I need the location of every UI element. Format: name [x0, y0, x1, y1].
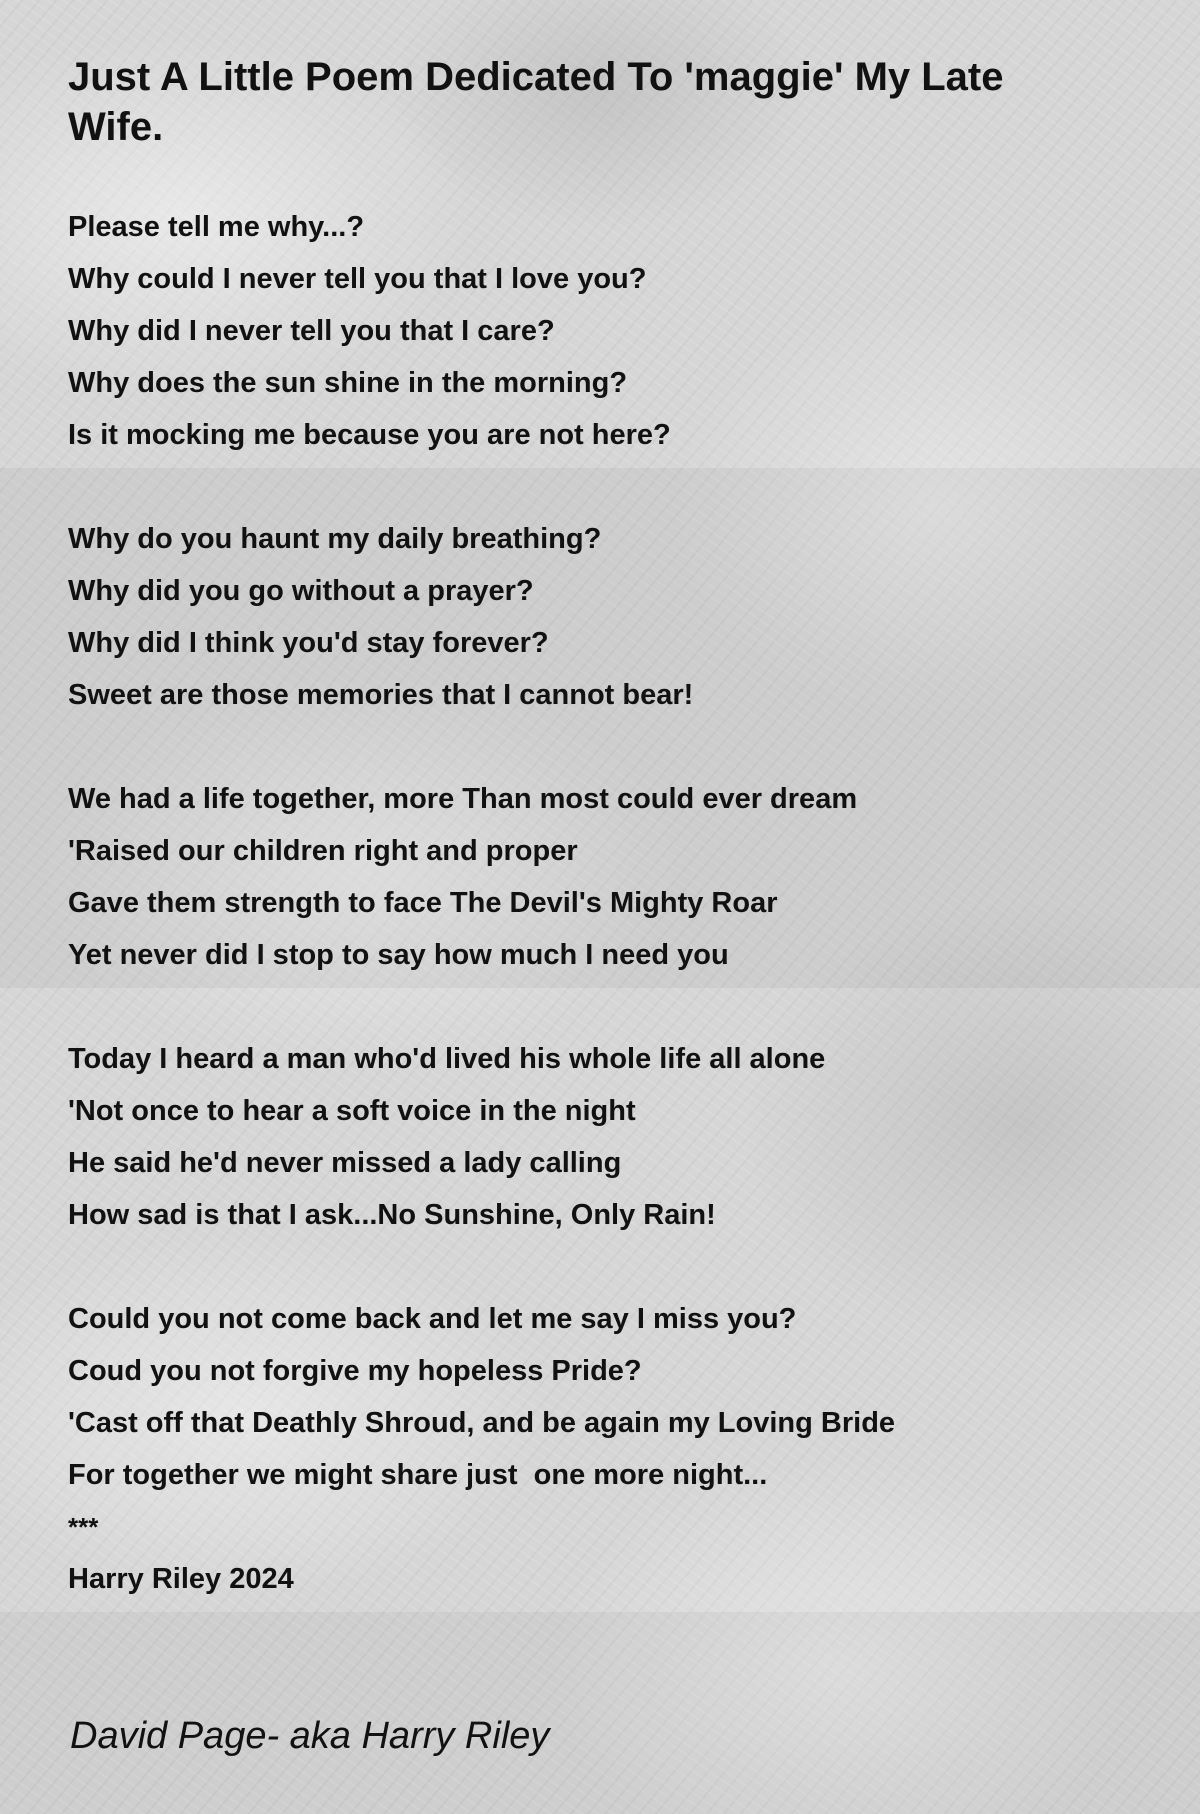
poem-line: 'Not once to hear a soft voice in the night — [68, 1095, 636, 1127]
stanza-3 — [68, 773, 1128, 981]
poem-line: Why did I never tell you that I care? — [68, 315, 555, 347]
poem-line: Why did you go without a prayer? — [68, 575, 534, 607]
poem-signature: Harry Riley 2024 — [68, 1563, 294, 1595]
poem-line: 'Raised our children right and proper — [68, 835, 578, 867]
stanza-4 — [68, 1033, 1128, 1241]
poem-body — [68, 201, 1128, 1605]
poem-line: Why do you haunt my daily breathing? — [68, 523, 602, 555]
poem-title: Just A Little Poem Dedicated To 'maggie' My Late Wife. — [68, 55, 1004, 149]
poem-line: We had a life together, more Than most could ever dream — [68, 783, 858, 815]
poem-line: Coud you not forgive my hopeless Pride? — [68, 1355, 642, 1387]
poem-line: Today I heard a man who'd lived his whole life all alone — [68, 1043, 826, 1075]
poem-line: Why could I never tell you that I love you? — [68, 263, 647, 295]
poem-line: Could you not come back and let me say I miss you? — [68, 1303, 797, 1335]
poem-line: Why did I think you'd stay forever? — [68, 627, 549, 659]
poem-line: How sad is that I ask...No Sunshine, Only Rain! — [68, 1199, 716, 1231]
poem-line: Sweet are those memories that I cannot bear! — [68, 679, 694, 711]
stanza-2 — [68, 513, 1128, 721]
poem-line: 'Cast off that Deathly Shroud, and be again my Loving Bride — [68, 1407, 896, 1439]
poem-line: Gave them strength to face The Devil's Mighty Roar — [68, 887, 778, 919]
poem-line: Yet never did I stop to say how much I need you — [68, 939, 729, 971]
author-name[interactable]: David Page- aka Harry Riley — [70, 1715, 550, 1757]
separator-stars: *** — [68, 1512, 99, 1542]
stanza-5 — [68, 1293, 1128, 1605]
poem-line: Please tell me why...? — [68, 211, 365, 243]
poem-line: Is it mocking me because you are not here? — [68, 419, 671, 451]
stanza-1 — [68, 201, 1128, 461]
poem-line: Why does the sun shine in the morning? — [68, 367, 628, 399]
poem-line: He said he'd never missed a lady calling — [68, 1147, 622, 1179]
poem-line: For together we might share just one more night... — [68, 1459, 768, 1491]
